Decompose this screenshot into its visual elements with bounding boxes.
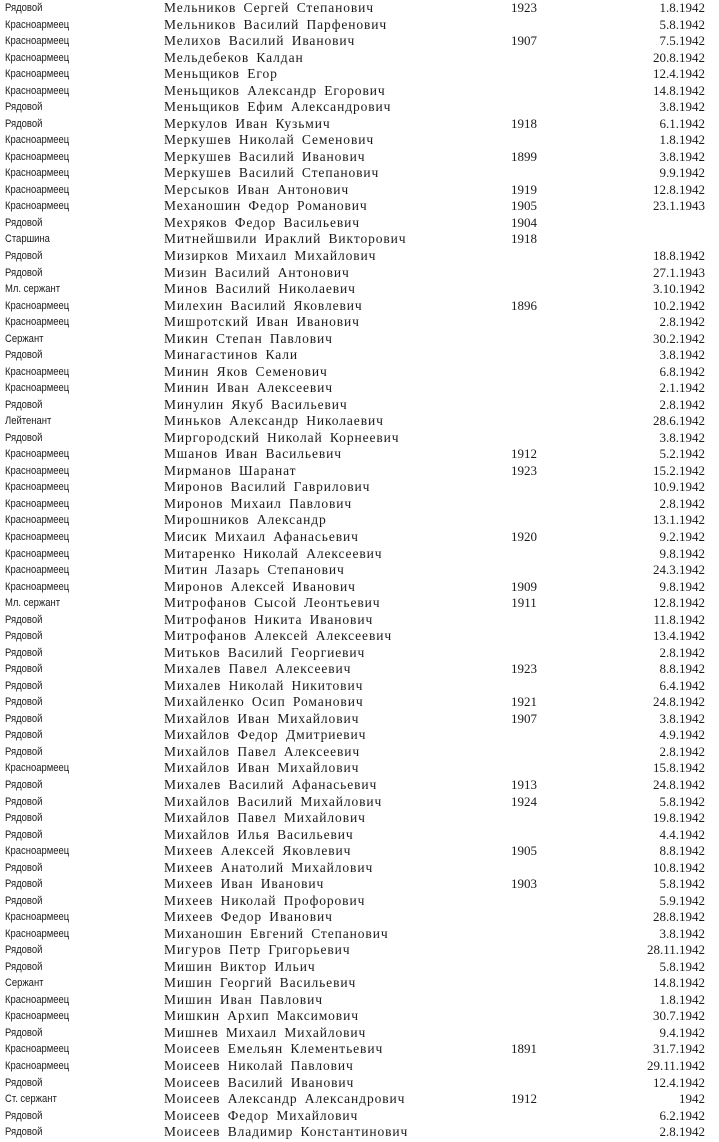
birth-year: 1896 [511, 297, 537, 313]
death-date: 2.8.1942 [659, 314, 705, 330]
death-date: 3.8.1942 [659, 347, 705, 363]
person-name: Михеев Федор Иванович [164, 909, 333, 925]
person-name: Митьков Василий Георгиевич [164, 644, 366, 660]
person-name: Михайлов Иван Михайлович [164, 710, 360, 726]
birth-year: 1911 [511, 595, 537, 611]
rank-label: Красноармеец [5, 84, 70, 97]
rank-label: Ст. сержант [5, 1093, 57, 1106]
list-item [0, 265, 719, 282]
list-item [0, 876, 719, 893]
death-date: 8.8.1942 [659, 843, 705, 859]
person-name: Мельников Сергей Степанович [164, 0, 374, 15]
rank-label: Красноармеец [5, 51, 70, 64]
birth-year: 1913 [511, 776, 537, 792]
death-date: 14.8.1942 [653, 82, 705, 98]
rank-label: Рядовой [5, 216, 43, 229]
rank-label: Красноармеец [5, 762, 70, 775]
person-name: Моисеев Владимир Константинович [164, 1124, 409, 1140]
person-name: Мирошников Александр [164, 512, 327, 528]
rank-label: Рядовой [5, 960, 43, 973]
person-name: Меньщиков Ефим Александрович [164, 99, 392, 115]
death-date: 30.2.1942 [653, 330, 705, 346]
person-name: Митрофанов Никита Иванович [164, 611, 374, 627]
list-item [0, 628, 719, 645]
death-date: 13.1.1942 [653, 512, 705, 528]
rank-label: Рядовой [5, 1026, 43, 1039]
person-name: Михалев Василий Афанасьевич [164, 776, 378, 792]
list-item [0, 182, 719, 199]
list-item [0, 1008, 719, 1025]
death-date: 2.8.1942 [659, 495, 705, 511]
list-item [0, 727, 719, 744]
person-name: Мишин Георгий Васильевич [164, 975, 357, 991]
death-date: 3.8.1942 [659, 429, 705, 445]
death-date: 6.8.1942 [659, 363, 705, 379]
person-name: Мизирков Михаил Михайлович [164, 247, 377, 263]
death-date: 3.8.1942 [659, 148, 705, 164]
rank-label: Рядовой [5, 646, 43, 659]
death-date: 24.3.1942 [653, 562, 705, 578]
death-date: 5.8.1942 [659, 793, 705, 809]
list-item [0, 248, 719, 265]
person-name: Михайлов Павел Михайлович [164, 810, 366, 826]
rank-label: Сержант [5, 332, 44, 345]
rank-label: Рядовой [5, 249, 43, 262]
list-item [0, 860, 719, 877]
person-name: Митнейшвили Ираклий Викторович [164, 231, 407, 247]
rank-label: Красноармеец [5, 299, 70, 312]
birth-year: 1918 [511, 115, 537, 131]
person-name: Механошин Федор Романович [164, 198, 368, 214]
person-name: Мишротский Иван Иванович [164, 314, 360, 330]
rank-label: Красноармеец [5, 18, 70, 31]
rank-label: Рядовой [5, 696, 43, 709]
death-date: 1.8.1942 [659, 132, 705, 148]
birth-year: 1923 [511, 462, 537, 478]
list-item [0, 413, 719, 430]
death-date: 9.8.1942 [659, 578, 705, 594]
rank-label: Рядовой [5, 630, 43, 643]
list-item [0, 909, 719, 926]
person-name: Михалев Николай Никитович [164, 677, 364, 693]
list-item [0, 711, 719, 728]
list-item [0, 810, 719, 827]
death-date: 6.4.1942 [659, 677, 705, 693]
rank-label: Рядовой [5, 944, 43, 957]
person-name: Мишин Виктор Ильич [164, 958, 316, 974]
death-date: 15.2.1942 [653, 462, 705, 478]
list-item [0, 17, 719, 34]
death-date: 7.5.1942 [659, 33, 705, 49]
list-item [0, 430, 719, 447]
list-item [0, 132, 719, 149]
rank-label: Красноармеец [5, 68, 70, 81]
birth-year: 1923 [511, 0, 537, 15]
death-date: 28.11.1942 [646, 942, 705, 958]
list-item [0, 777, 719, 794]
death-date: 5.8.1942 [659, 958, 705, 974]
death-date: 5.2.1942 [659, 446, 705, 462]
list-item [0, 116, 719, 133]
rank-label: Рядовой [5, 2, 43, 14]
list-item [0, 562, 719, 579]
rank-label: Рядовой [5, 778, 43, 791]
list-item [0, 231, 719, 248]
list-item [0, 281, 719, 298]
person-name: Михайлов Федор Дмитриевич [164, 727, 367, 743]
person-name: Миньков Александр Николаевич [164, 413, 384, 429]
death-date: 12.4.1942 [653, 66, 705, 82]
rank-label: Рядовой [5, 1126, 43, 1139]
list-item [0, 50, 719, 67]
rank-label: Красноармеец [5, 993, 70, 1006]
person-name: Милехин Василий Яковлевич [164, 297, 363, 313]
death-date: 3.8.1942 [659, 925, 705, 941]
rank-label: Красноармеец [5, 580, 70, 593]
list-item [0, 66, 719, 83]
person-name: Меньщиков Егор [164, 66, 278, 82]
list-item [0, 149, 719, 166]
death-date: 5.8.1942 [659, 16, 705, 32]
list-item [0, 1091, 719, 1108]
death-date: 1.8.1942 [659, 0, 705, 15]
person-name: Меркулов Иван Кузьмич [164, 115, 331, 131]
death-date: 14.8.1942 [653, 975, 705, 991]
birth-year: 1924 [511, 793, 537, 809]
list-item [0, 546, 719, 563]
rank-label: Лейтенант [5, 415, 52, 428]
person-name: Минулин Якуб Васильевич [164, 396, 348, 412]
list-item [0, 661, 719, 678]
rank-label: Красноармеец [5, 514, 70, 527]
death-date: 1942 [679, 1091, 705, 1107]
list-item [0, 364, 719, 381]
list-item [0, 1025, 719, 1042]
rank-label: Красноармеец [5, 911, 70, 924]
person-name: Меркушев Василий Степанович [164, 165, 380, 181]
death-date: 2.8.1942 [659, 1124, 705, 1140]
death-date: 2.1.1942 [659, 380, 705, 396]
person-name: Моисеев Федор Михайлович [164, 1107, 359, 1123]
rank-label: Рядовой [5, 745, 43, 758]
list-item [0, 1108, 719, 1125]
list-item [0, 380, 719, 397]
person-name: Мехряков Федор Васильевич [164, 214, 360, 230]
list-item [0, 529, 719, 546]
birth-year: 1909 [511, 578, 537, 594]
rank-label: Рядовой [5, 878, 43, 891]
rank-label: Рядовой [5, 398, 43, 411]
rank-label: Мл. сержант [5, 283, 61, 296]
person-name: Михайлов Павел Алексеевич [164, 743, 361, 759]
person-name: Михайленко Осип Романович [164, 694, 364, 710]
person-name: Митаренко Николай Алексеевич [164, 545, 383, 561]
death-date: 10.2.1942 [653, 297, 705, 313]
death-date: 10.9.1942 [653, 479, 705, 495]
person-name: Минов Василий Николаевич [164, 281, 356, 297]
rank-label: Красноармеец [5, 183, 70, 196]
list-item [0, 165, 719, 182]
death-date: 23.1.1943 [653, 198, 705, 214]
list-item [0, 33, 719, 50]
rank-label: Красноармеец [5, 382, 70, 395]
person-name: Моисеев Николай Павлович [164, 1058, 354, 1073]
list-item [0, 744, 719, 761]
person-name: Меркушев Василий Иванович [164, 148, 366, 164]
rank-label: Рядовой [5, 117, 43, 130]
rank-label: Рядовой [5, 1076, 43, 1089]
rank-label: Красноармеец [5, 150, 70, 163]
birth-year: 1905 [511, 843, 537, 859]
rank-label: Рядовой [5, 1109, 43, 1122]
person-name: Мишкин Архип Максимович [164, 1008, 359, 1024]
birth-year: 1923 [511, 661, 537, 677]
person-name: Миронов Алексей Иванович [164, 578, 356, 594]
list-item [0, 595, 719, 612]
death-date: 12.8.1942 [653, 595, 705, 611]
death-date: 2.8.1942 [659, 743, 705, 759]
list-item [0, 314, 719, 331]
person-name: Меркушев Николай Семенович [164, 132, 375, 148]
death-date: 24.8.1942 [653, 694, 705, 710]
list-item [0, 479, 719, 496]
list-item [0, 397, 719, 414]
person-name: Меньщиков Александр Егорович [164, 82, 386, 98]
death-date: 24.8.1942 [653, 776, 705, 792]
birth-year: 1921 [511, 694, 537, 710]
death-date: 3.8.1942 [659, 99, 705, 115]
rank-label: Красноармеец [5, 167, 70, 180]
person-name: Мизин Василий Антонович [164, 264, 350, 280]
rank-label: Рядовой [5, 349, 43, 362]
birth-year: 1918 [511, 231, 537, 247]
rank-label: Рядовой [5, 812, 43, 825]
death-date: 4.9.1942 [659, 727, 705, 743]
birth-year: 1912 [511, 1091, 537, 1107]
person-name: Митрофанов Сысой Леонтьевич [164, 595, 381, 611]
death-date: 12.8.1942 [653, 181, 705, 197]
rank-label: Рядовой [5, 431, 43, 444]
list-item [0, 843, 719, 860]
person-name: Михайлов Василий Михайлович [164, 793, 383, 809]
list-item [0, 1124, 719, 1141]
death-date: 5.8.1942 [659, 876, 705, 892]
rank-label: Красноармеец [5, 1060, 70, 1072]
rank-label: Красноармеец [5, 365, 70, 378]
person-name: Михеев Иван Иванович [164, 876, 325, 892]
birth-year: 1904 [511, 214, 537, 230]
birth-year: 1920 [511, 529, 537, 544]
list-item [0, 215, 719, 232]
birth-year: 1912 [511, 446, 537, 462]
death-date: 9.2.1942 [659, 529, 705, 544]
list-item [0, 198, 719, 215]
list-item [0, 827, 719, 844]
list-item [0, 496, 719, 513]
death-date: 2.8.1942 [659, 644, 705, 660]
person-name: Мишнев Михаил Михайлович [164, 1024, 367, 1040]
person-name: Михайлов Иван Михайлович [164, 760, 360, 776]
list-item [0, 760, 719, 777]
person-name: Минин Иван Алексеевич [164, 380, 333, 396]
death-date: 3.10.1942 [653, 281, 705, 297]
rank-label: Красноармеец [5, 845, 70, 858]
death-date: 10.8.1942 [653, 859, 705, 875]
list-item [0, 612, 719, 629]
list-item [0, 331, 719, 348]
death-date: 18.8.1942 [653, 247, 705, 263]
birth-year: 1907 [511, 33, 537, 49]
list-item [0, 645, 719, 662]
person-name: Мшанов Иван Васильевич [164, 446, 342, 462]
rank-label: Рядовой [5, 663, 43, 676]
death-date: 15.8.1942 [653, 760, 705, 776]
list-item [0, 347, 719, 364]
rank-label: Рядовой [5, 894, 43, 907]
death-date: 29.11.1942 [646, 1058, 705, 1073]
rank-label: Красноармеец [5, 481, 70, 494]
list-item [0, 83, 719, 100]
list-item [0, 678, 719, 695]
person-name: Мелихов Василий Иванович [164, 33, 356, 49]
death-date: 5.9.1942 [659, 892, 705, 908]
list-item [0, 1041, 719, 1058]
rank-label: Красноармеец [5, 547, 70, 560]
death-date: 12.4.1942 [653, 1074, 705, 1090]
list-item [0, 926, 719, 943]
person-name: Миронов Михаил Павлович [164, 495, 353, 511]
person-name: Мерсыков Иван Антонович [164, 181, 350, 197]
rank-label: Сержант [5, 977, 44, 990]
person-name: Миргородский Николай Корнеевич [164, 429, 400, 445]
list-item [0, 992, 719, 1009]
list-item [0, 0, 719, 17]
death-date: 1.8.1942 [659, 991, 705, 1007]
rank-label: Красноармеец [5, 1043, 70, 1056]
person-name: Мельников Василий Парфенович [164, 16, 388, 32]
death-date: 31.7.1942 [653, 1041, 705, 1057]
death-date: 3.8.1942 [659, 710, 705, 726]
rank-label: Красноармеец [5, 564, 70, 577]
list-item [0, 942, 719, 959]
birth-year: 1903 [511, 876, 537, 892]
list-item [0, 512, 719, 529]
rank-label: Рядовой [5, 828, 43, 841]
rank-label: Рядовой [5, 679, 43, 692]
person-name: Михеев Николай Профорович [164, 892, 366, 908]
rank-label: Красноармеец [5, 35, 70, 48]
list-item [0, 1075, 719, 1092]
list-item [0, 959, 719, 976]
death-date: 27.1.1943 [653, 264, 705, 280]
person-name: Михеев Алексей Яковлевич [164, 843, 352, 859]
birth-year: 1905 [511, 198, 537, 214]
list-item [0, 99, 719, 116]
death-date: 28.8.1942 [653, 909, 705, 925]
birth-year: 1891 [511, 1041, 537, 1057]
list-item [0, 463, 719, 480]
rank-label: Красноармеец [5, 464, 70, 477]
birth-year: 1899 [511, 148, 537, 164]
death-date: 11.8.1942 [653, 611, 705, 627]
rank-label: Рядовой [5, 101, 43, 114]
death-date: 19.8.1942 [653, 810, 705, 826]
person-name: Минагастинов Кали [164, 347, 299, 363]
rank-label: Красноармеец [5, 200, 70, 213]
death-date: 30.7.1942 [653, 1008, 705, 1024]
person-name: Михайлов Илья Васильевич [164, 826, 354, 842]
rank-label: Красноармеец [5, 134, 70, 147]
death-date: 13.4.1942 [653, 628, 705, 644]
person-name: Мельдебеков Калдан [164, 49, 304, 65]
person-name: Микин Степан Павлович [164, 330, 333, 346]
rank-label: Рядовой [5, 712, 43, 725]
death-date: 2.8.1942 [659, 396, 705, 412]
rank-label: Красноармеец [5, 1010, 70, 1023]
list-item [0, 694, 719, 711]
list-item [0, 893, 719, 910]
list-item [0, 1058, 719, 1075]
rank-label: Красноармеец [5, 531, 70, 543]
death-date: 6.2.1942 [659, 1107, 705, 1123]
list-item [0, 975, 719, 992]
rank-label: Мл. сержант [5, 597, 61, 610]
person-name: Моисеев Александр Александрович [164, 1091, 406, 1107]
list-item [0, 446, 719, 463]
person-name: Моисеев Василий Иванович [164, 1074, 355, 1090]
rank-label: Рядовой [5, 795, 43, 808]
death-date: 9.8.1942 [659, 545, 705, 561]
person-name: Мирманов Шаранат [164, 462, 297, 478]
rank-label: Красноармеец [5, 448, 70, 461]
death-date: 9.9.1942 [659, 165, 705, 181]
person-name: Мисик Михаил Афанасьевич [164, 529, 359, 544]
rank-label: Рядовой [5, 266, 43, 279]
list-item [0, 298, 719, 315]
rank-label: Рядовой [5, 861, 43, 874]
person-name: Михалев Павел Алексеевич [164, 661, 352, 677]
rank-label: Рядовой [5, 613, 43, 626]
death-date: 8.8.1942 [659, 661, 705, 677]
person-name: Миханошин Евгений Степанович [164, 925, 389, 941]
list-item [0, 794, 719, 811]
person-name: Миронов Василий Гаврилович [164, 479, 371, 495]
person-name: Мишин Иван Павлович [164, 991, 323, 1007]
death-date: 4.4.1942 [659, 826, 705, 842]
person-name: Митрофанов Алексей Алексеевич [164, 628, 393, 644]
death-date: 20.8.1942 [653, 49, 705, 65]
rank-label: Старшина [5, 233, 50, 246]
list-item [0, 579, 719, 596]
person-name: Митин Лазарь Степанович [164, 562, 345, 578]
rank-label: Рядовой [5, 729, 43, 742]
person-name: Михеев Анатолий Михайлович [164, 859, 374, 875]
birth-year: 1919 [511, 181, 537, 197]
person-name: Моисеев Емельян Клементьевич [164, 1041, 384, 1057]
death-date: 28.6.1942 [653, 413, 705, 429]
person-name: Мигуров Петр Григорьевич [164, 942, 351, 958]
rank-label: Красноармеец [5, 316, 70, 329]
birth-year: 1907 [511, 710, 537, 726]
rank-label: Красноармеец [5, 927, 70, 940]
person-name: Минин Яков Семенович [164, 363, 328, 379]
death-date: 6.1.1942 [659, 115, 705, 131]
death-date: 9.4.1942 [659, 1024, 705, 1040]
rank-label: Красноармеец [5, 497, 70, 510]
